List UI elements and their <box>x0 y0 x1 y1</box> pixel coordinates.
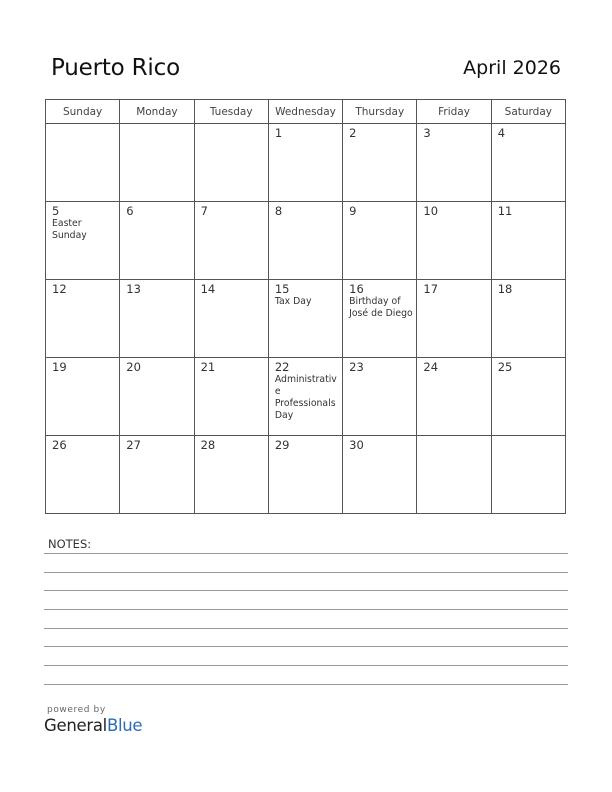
day-number: 1 <box>274 126 283 140</box>
week-row <box>46 202 566 280</box>
day-cell <box>120 280 194 358</box>
day-number: 21 <box>200 360 216 374</box>
day-cell <box>46 124 120 202</box>
day-cell <box>194 124 268 202</box>
day-cell <box>46 358 120 436</box>
calendar-month-title: April 2026 <box>463 57 561 79</box>
holiday-label: Administrative Professionals Day <box>274 374 337 421</box>
day-cell <box>194 358 268 436</box>
day-number: 2 <box>349 126 357 140</box>
day-cell <box>343 436 417 514</box>
note-line <box>44 628 568 629</box>
day-number: 22 <box>274 360 290 374</box>
day-number: 13 <box>126 282 141 296</box>
day-number: 24 <box>423 360 439 374</box>
holiday-label: Birthday of José de Diego <box>349 296 413 319</box>
day-number: 6 <box>126 204 134 218</box>
day-number: 7 <box>200 204 208 218</box>
weekday-header: Tuesday <box>194 100 268 124</box>
day-cell <box>120 436 194 514</box>
day-cell <box>120 358 194 436</box>
day-number: 18 <box>497 282 513 296</box>
day-number: 16 <box>349 282 364 296</box>
calendar-country-title: Puerto Rico <box>51 55 180 81</box>
weekday-header: Sunday <box>46 100 120 124</box>
weekday-header-row <box>46 100 566 124</box>
day-cell <box>120 124 194 202</box>
day-cell <box>417 358 491 436</box>
weekday-header: Friday <box>417 100 491 124</box>
day-cell <box>417 124 491 202</box>
note-line <box>44 684 568 685</box>
day-number: 27 <box>126 438 141 452</box>
day-cell <box>491 436 565 514</box>
day-cell <box>194 280 268 358</box>
week-row <box>46 124 566 202</box>
generalblue-logo <box>44 716 142 735</box>
note-line <box>44 590 568 591</box>
day-cell <box>46 280 120 358</box>
day-cell <box>417 436 491 514</box>
day-number: 19 <box>52 360 67 374</box>
week-row <box>46 436 566 514</box>
day-number: 14 <box>200 282 216 296</box>
week-row <box>46 280 566 358</box>
day-number: 11 <box>497 204 513 218</box>
day-cell <box>268 436 342 514</box>
day-number: 10 <box>423 204 439 218</box>
brand-general: General <box>44 716 107 735</box>
day-cell <box>46 436 120 514</box>
note-line <box>44 665 568 666</box>
powered-by-text: powered by <box>47 705 106 715</box>
day-cell <box>491 280 565 358</box>
day-number: 25 <box>497 360 513 374</box>
day-cell <box>120 202 194 280</box>
day-number: 26 <box>52 438 67 452</box>
day-cell <box>268 280 342 358</box>
calendar-grid <box>45 99 566 514</box>
day-cell <box>491 358 565 436</box>
day-number: 5 <box>52 204 60 218</box>
day-cell <box>46 202 120 280</box>
week-row <box>46 358 566 436</box>
day-number: 3 <box>423 126 431 140</box>
note-line <box>44 553 568 554</box>
day-number: 29 <box>274 438 290 452</box>
weekday-header: Wednesday <box>268 100 342 124</box>
day-cell <box>343 280 417 358</box>
day-cell <box>194 436 268 514</box>
day-cell <box>491 202 565 280</box>
day-number: 30 <box>349 438 364 452</box>
holiday-label: Easter Sunday <box>52 218 87 241</box>
note-line <box>44 572 568 573</box>
day-number: 8 <box>274 204 283 218</box>
weekday-header: Saturday <box>491 100 565 124</box>
day-number: 23 <box>349 360 364 374</box>
notes-label: NOTES: <box>48 537 92 551</box>
day-number: 12 <box>52 282 67 296</box>
brand-blue: Blue <box>106 716 143 735</box>
day-number: 4 <box>497 126 506 140</box>
day-cell <box>268 124 342 202</box>
day-cell <box>343 202 417 280</box>
weekday-header: Monday <box>120 100 194 124</box>
note-line <box>44 646 568 647</box>
day-number: 28 <box>200 438 216 452</box>
day-cell <box>491 124 565 202</box>
weekday-header: Thursday <box>343 100 417 124</box>
day-number: 9 <box>349 204 357 218</box>
day-cell <box>417 280 491 358</box>
day-number: 20 <box>126 360 141 374</box>
day-cell <box>268 202 342 280</box>
day-number: 17 <box>423 282 439 296</box>
day-cell <box>343 358 417 436</box>
day-number: 15 <box>274 282 290 296</box>
note-line <box>44 609 568 610</box>
day-cell <box>268 358 342 436</box>
day-cell <box>417 202 491 280</box>
holiday-label: Tax Day <box>274 296 312 307</box>
day-cell <box>343 124 417 202</box>
day-cell <box>194 202 268 280</box>
